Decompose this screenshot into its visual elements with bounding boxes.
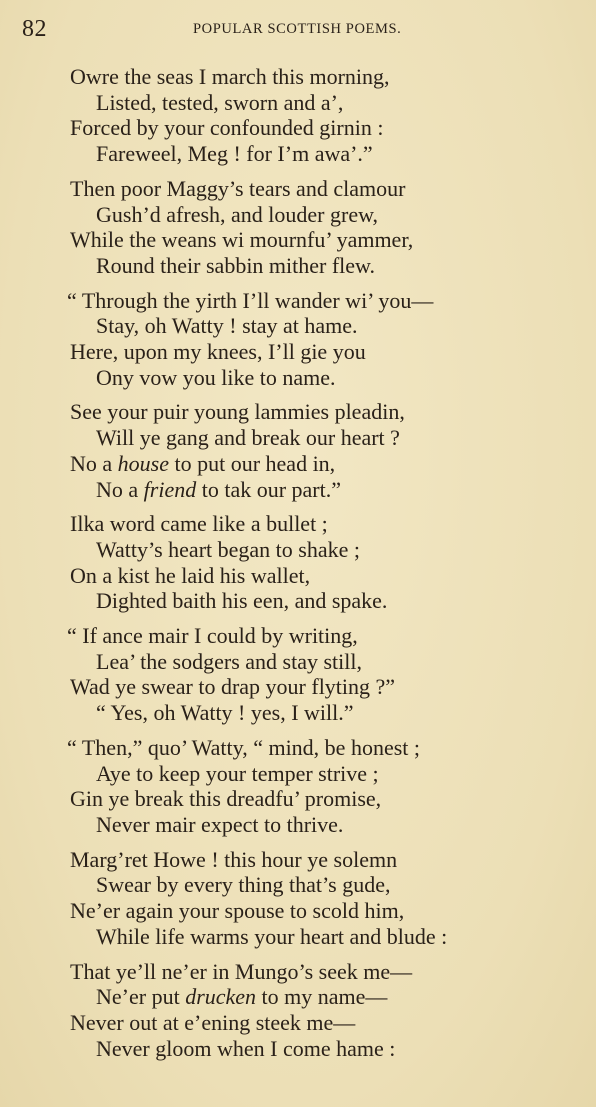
- verse-line: While the weans wi mournfu’ yammer,: [70, 227, 414, 253]
- verse-line: Then poor Maggy’s tears and clamour: [70, 175, 406, 201]
- verse-line: Will ye gang and break our heart ?: [96, 425, 400, 451]
- stanza: [70, 959, 570, 1062]
- line-text: No a: [96, 476, 144, 502]
- line-text: No a: [70, 450, 118, 476]
- verse-line: See your puir young lammies pleadin,: [70, 399, 405, 425]
- line-text: to my name—: [256, 984, 388, 1010]
- line-text: to put our head in,: [168, 450, 336, 476]
- line-text: to tak our part.”: [196, 476, 342, 502]
- verse-line: Marg’ret Howe ! this hour ye solemn: [70, 846, 398, 872]
- verse-line: “ If ance mair I could by writing,: [67, 623, 358, 649]
- verse-line: Ony vow you like to name.: [96, 364, 336, 390]
- verse-line: Owre the seas I march this morning,: [70, 64, 390, 89]
- verse-line: Watty’s heart began to shake ;: [96, 536, 360, 562]
- verse-line: Forced by your confounded girnin :: [70, 115, 384, 141]
- verse-line: Ne’er again your spouse to scold him,: [70, 898, 405, 924]
- verse-line: [70, 477, 570, 503]
- page-number: 82: [22, 16, 47, 42]
- verse-line: Here, upon my knees, I’ll gie you: [70, 339, 366, 365]
- verse-line: Gush’d afresh, and louder grew,: [96, 201, 379, 227]
- verse-line: “ Yes, oh Watty ! yes, I will.”: [96, 700, 354, 726]
- verse-line: Ilka word came like a bullet ;: [70, 511, 328, 537]
- verse-line: Never gloom when I come hame :: [96, 1035, 396, 1061]
- stanza: [70, 399, 570, 502]
- verse-line: Round their sabbin mither flew.: [96, 252, 376, 278]
- page-header: [0, 14, 596, 44]
- verse-line: Swear by every thing that’s gude,: [96, 872, 391, 898]
- verse-line: [70, 984, 570, 1010]
- verse-line: Gin ye break this dreadfu’ promise,: [70, 786, 382, 812]
- verse-line: “ Through the yirth I’ll wander wi’ you—: [67, 287, 434, 313]
- stanza: [70, 511, 570, 614]
- verse-line: Wad ye swear to drap your flyting ?”: [70, 674, 396, 700]
- verse-line: Lea’ the sodgers and stay still,: [96, 648, 362, 674]
- stanza: [67, 287, 570, 391]
- poem-body: [67, 64, 570, 1070]
- verse-line: Dighted baith his een, and spake.: [96, 588, 388, 614]
- verse-line: While life warms your heart and blude :: [96, 923, 448, 949]
- verse-line: Never out at e’ening steek me—: [70, 1009, 356, 1035]
- stanza: [70, 847, 570, 950]
- verse-line: Aye to keep your temper strive ;: [96, 760, 379, 786]
- verse-line: “ Then,” quo’ Watty, “ mind, be honest ;: [67, 734, 420, 760]
- stanza: [67, 734, 570, 838]
- verse-line: Stay, oh Watty ! stay at hame.: [96, 313, 358, 339]
- verse-line: That ye’ll ne’er in Mungo’s seek me—: [70, 958, 413, 984]
- verse-line: [70, 451, 570, 477]
- stanza: [70, 176, 570, 279]
- italic-word: drucken: [185, 984, 257, 1010]
- verse-line: Fareweel, Meg ! for I’m awa’.”: [96, 141, 373, 167]
- running-title: POPULAR SCOTTISH POEMS.: [193, 21, 402, 37]
- line-text: Ne’er put: [96, 984, 186, 1010]
- verse-line: On a kist he laid his wallet,: [70, 562, 311, 588]
- italic-word: house: [117, 450, 169, 476]
- stanza: [70, 64, 570, 167]
- stanza: [67, 623, 570, 726]
- italic-word: friend: [143, 476, 197, 502]
- verse-line: Never mair expect to thrive.: [96, 811, 344, 837]
- verse-line: Listed, tested, sworn and a’,: [96, 89, 344, 115]
